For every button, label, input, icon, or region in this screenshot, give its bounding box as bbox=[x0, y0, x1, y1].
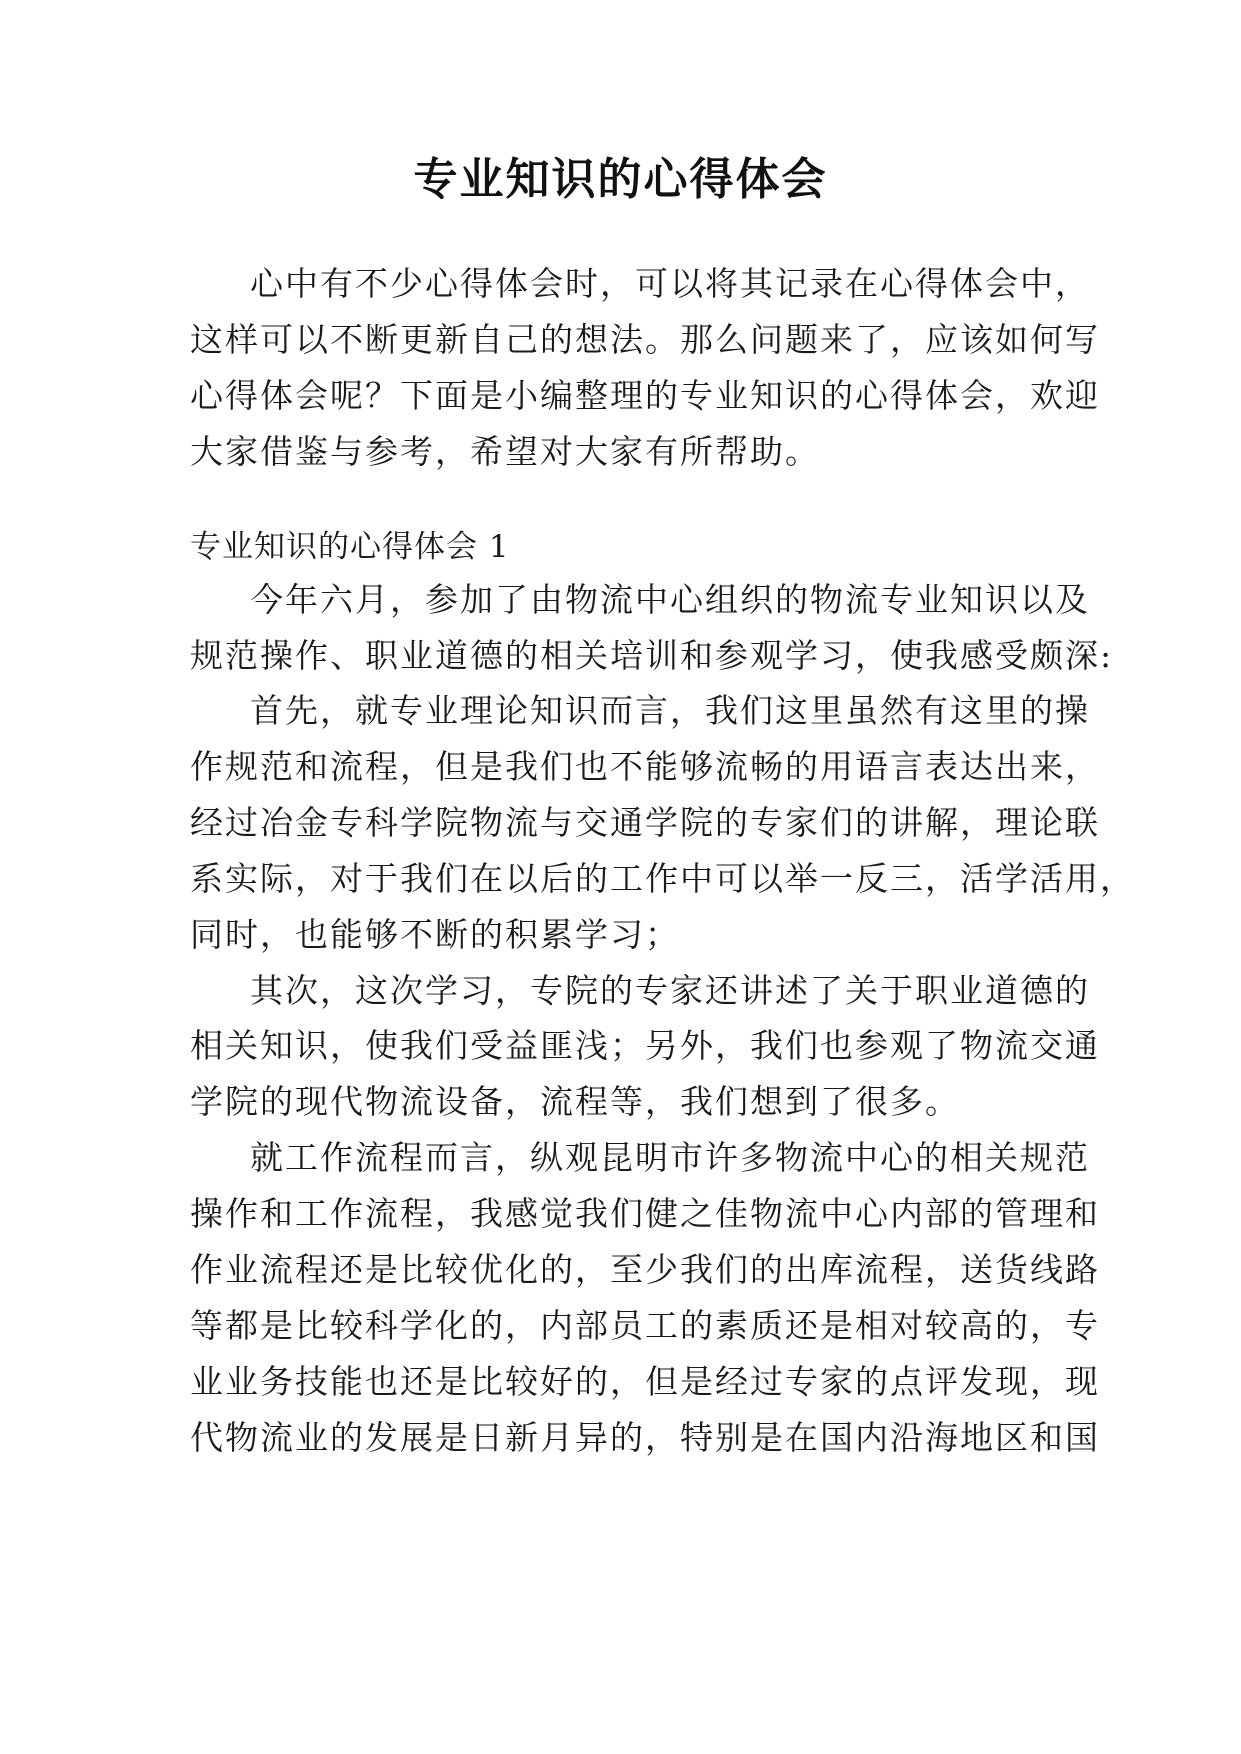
body-line: 作业流程还是比较优化的，至少我们的出库流程，送货线路 bbox=[190, 1250, 1100, 1289]
intro-line: 心中有不少心得体会时，可以将其记录在心得体会中， bbox=[250, 264, 1090, 303]
body-line: 系实际，对于我们在以后的工作中可以举一反三，活学活用， bbox=[190, 859, 1135, 898]
body-line: 学院的现代物流设备，流程等，我们想到了很多。 bbox=[190, 1082, 960, 1121]
body-line: 业业务技能也还是比较好的，但是经过专家的点评发现，现 bbox=[190, 1362, 1100, 1401]
intro-line: 大家借鉴与参考，希望对大家有所帮助。 bbox=[190, 432, 820, 471]
document-title: 专业知识的心得体会 bbox=[413, 154, 828, 205]
body-line: 操作和工作流程，我感觉我们健之佳物流中心内部的管理和 bbox=[190, 1194, 1100, 1233]
intro-line: 心得体会呢？下面是小编整理的专业知识的心得体会，欢迎 bbox=[190, 376, 1100, 415]
body-line: 其次，这次学习，专院的专家还讲述了关于职业道德的 bbox=[250, 971, 1090, 1010]
body-line: 今年六月，参加了由物流中心组织的物流专业知识以及 bbox=[250, 580, 1090, 619]
section-heading: 专业知识的心得体会 1 bbox=[190, 529, 510, 565]
body-line: 作规范和流程，但是我们也不能够流畅的用语言表达出来， bbox=[190, 747, 1100, 786]
body-line: 代物流业的发展是日新月异的，特别是在国内沿海地区和国 bbox=[190, 1418, 1100, 1457]
body-line: 规范操作、职业道德的相关培训和参观学习，使我感受颇深: bbox=[190, 636, 1114, 675]
body-line: 就工作流程而言，纵观昆明市许多物流中心的相关规范 bbox=[250, 1138, 1090, 1177]
body-line: 等都是比较科学化的，内部员工的素质还是相对较高的，专 bbox=[190, 1306, 1100, 1345]
body-line: 相关知识，使我们受益匪浅；另外，我们也参观了物流交通 bbox=[190, 1026, 1100, 1065]
body-line: 首先，就专业理论知识而言，我们这里虽然有这里的操 bbox=[250, 691, 1090, 730]
intro-line: 这样可以不断更新自己的想法。那么问题来了，应该如何写 bbox=[190, 320, 1100, 359]
body-line: 同时，也能够不断的积累学习； bbox=[190, 915, 680, 954]
body-line: 经过冶金专科学院物流与交通学院的专家们的讲解，理论联 bbox=[190, 803, 1100, 842]
